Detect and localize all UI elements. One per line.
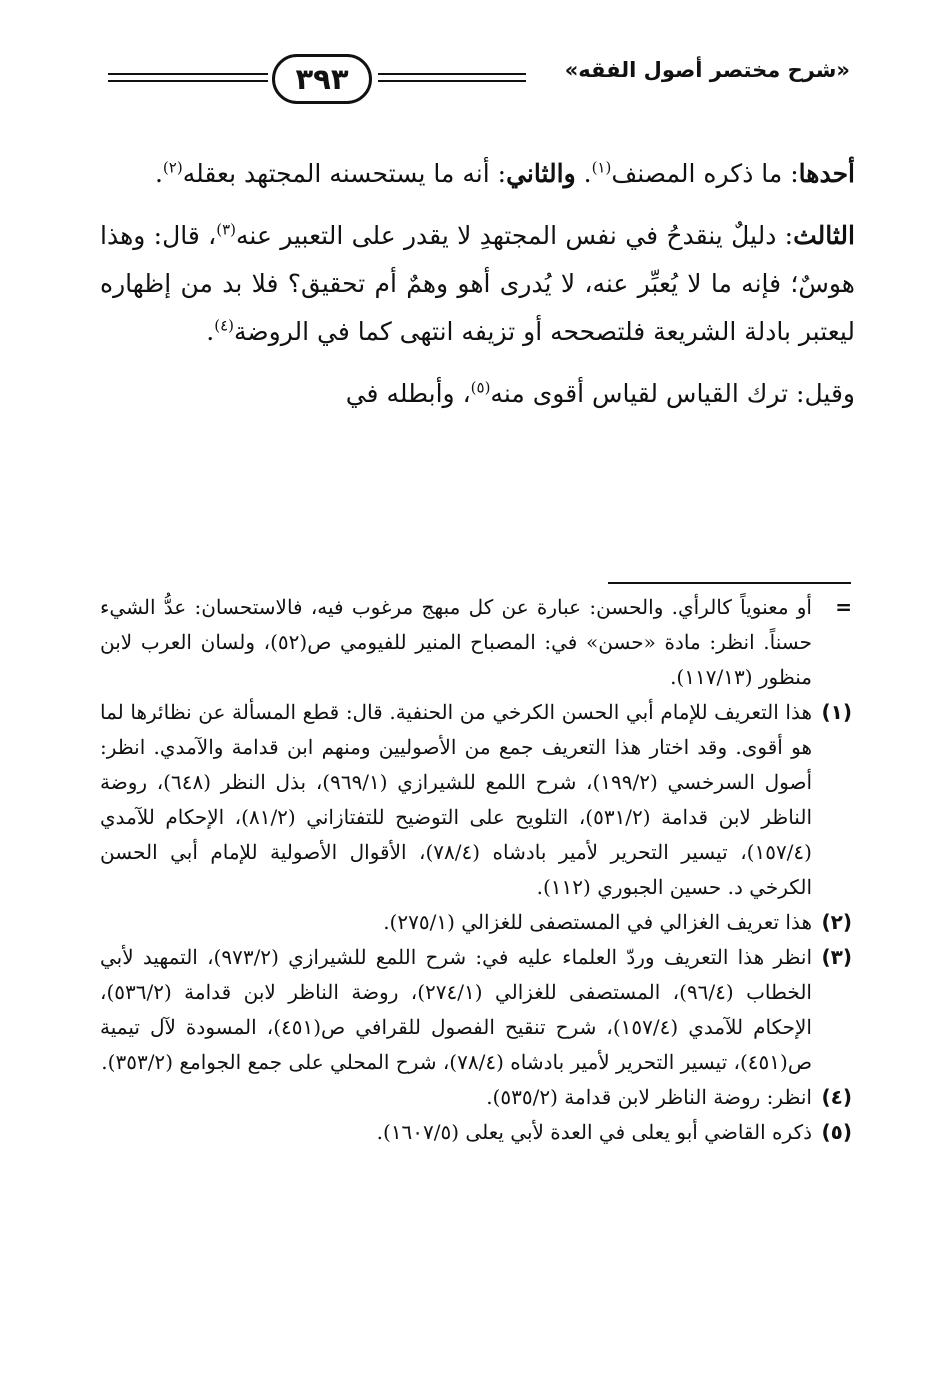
text-run: : دليلٌ ينقدحُ في نفس المجتهدِ لا يقدر على التعبير عنه (236, 221, 794, 250)
footnote-mark: (٥) (821, 1120, 852, 1144)
header-rule (108, 80, 268, 82)
text-run: . (575, 159, 592, 188)
footnote (100, 1115, 852, 1150)
footnote-mark: (٤) (821, 1085, 852, 1109)
page-number-text: ٣٩٣ (295, 62, 349, 96)
footnote (100, 940, 852, 1080)
footnote (100, 590, 852, 695)
footnote-ref: (٥) (470, 378, 491, 397)
text-run: . (206, 317, 215, 346)
paragraph-1 (100, 150, 855, 198)
paragraph-3 (100, 370, 855, 418)
text-run: . (154, 159, 163, 188)
footnote-text: أو معنوياً كالرأي. والحسن: عبارة عن كل مبهج مرغوب فيه، فالاستحسان: عدُّ الشيء حسناً. انظر: مادة «حسن» في: المصباح المنير للفيومي ص(٥٢)، ولسان العرب لابن منظور (١١٧/١٣). (100, 595, 812, 689)
footnote-text: انظر: روضة الناظر لابن قدامة (٥٣٥/٢). (486, 1085, 812, 1109)
running-title: «شرح مختصر أصول الفقه» (564, 58, 850, 82)
paragraph-2 (100, 212, 855, 356)
page-number (272, 54, 372, 104)
bold-term: والثاني (506, 159, 576, 188)
footnote-ref: (٢) (162, 158, 183, 177)
text-run: : أنه ما يستحسنه المجتهد بعقله (182, 159, 507, 188)
page-header (100, 40, 850, 120)
header-rule (108, 73, 268, 75)
footnote-mark: (٢) (821, 910, 852, 934)
footnote (100, 905, 852, 940)
bold-term: الثالث (793, 221, 855, 250)
text-run: ، قال: وهذا هوسٌ؛ فإنه ما لا يُعبِّر عنه، لا يُدرى أهو وهمٌ أم تحقيق؟ فلا بد من إظهاره ليعتبر بادلة الشريعة فلتصححه أو تزيفه انتهى كما في الروضة (100, 221, 855, 346)
footnote-ref: (٤) (214, 316, 235, 335)
footnote (100, 695, 852, 905)
bold-term: أحدها (798, 159, 855, 188)
text-run: وقيل: ترك القياس لقياس أقوى منه (490, 379, 855, 408)
footnote-separator (608, 582, 851, 584)
footnote-ref: (٣) (216, 220, 237, 239)
footnote-mark: = (835, 595, 852, 619)
footnote-text: انظر هذا التعريف وردّ العلماء عليه في: شرح اللمع للشيرازي (٩٧٣/٢)، التمهيد لأبي الخطاب (٩٦/٤)، المستصفى للغزالي (٢٧٤/١)، روضة الناظر لابن قدامة (٥٣٦/٢)، الإحكام للآمدي (١٥٧/٤)، شرح تنقيح الفصول للقرافي ص(٤٥١)، المسودة لآل تيمية ص(٤٥١)، تيسير التحرير لأمير بادشاه (٧٨/٤)، شرح المحلي على جمع الجوامع (٣٥٣/٢). (100, 945, 812, 1074)
footnote-mark: (٣) (821, 945, 852, 969)
header-rule (378, 80, 526, 82)
footnote (100, 1080, 852, 1115)
footnote-text: هذا تعريف الغزالي في المستصفى للغزالي (٢٧٥/١). (383, 910, 812, 934)
footnote-mark: (١) (821, 700, 852, 724)
footnotes (100, 590, 852, 1150)
text-run: ، وأبطله في (345, 379, 471, 408)
header-rule (378, 73, 526, 75)
footnote-ref: (١) (591, 158, 612, 177)
footnote-text: ذكره القاضي أبو يعلى في العدة لأبي يعلى (١٦٠٧/٥). (376, 1120, 812, 1144)
text-run: : ما ذكره المصنف (611, 159, 799, 188)
footnote-text: هذا التعريف للإمام أبي الحسن الكرخي من الحنفية. قال: قطع المسألة عن نظائرها لما هو أقوى. وقد اختار هذا التعريف جمع من الأصوليين ومنهم ابن قدامة والآمدي. انظر: أصول السرخسي (١٩٩/٢)، شرح اللمع للشيرازي (٩٦٩/١)، بذل النظر (٦٤٨)، روضة الناظر لابن قدامة (٥٣١/٢)، التلويح على التوضيح للتفتازاني (٨١/٢)، الإحكام للآمدي (١٥٧/٤)، تيسير التحرير لأمير بادشاه (٧٨/٤)، الأقوال الأصولية للإمام أبي الحسن الكرخي د. حسين الجبوري (١١٢). (100, 700, 813, 899)
main-text (100, 150, 855, 432)
